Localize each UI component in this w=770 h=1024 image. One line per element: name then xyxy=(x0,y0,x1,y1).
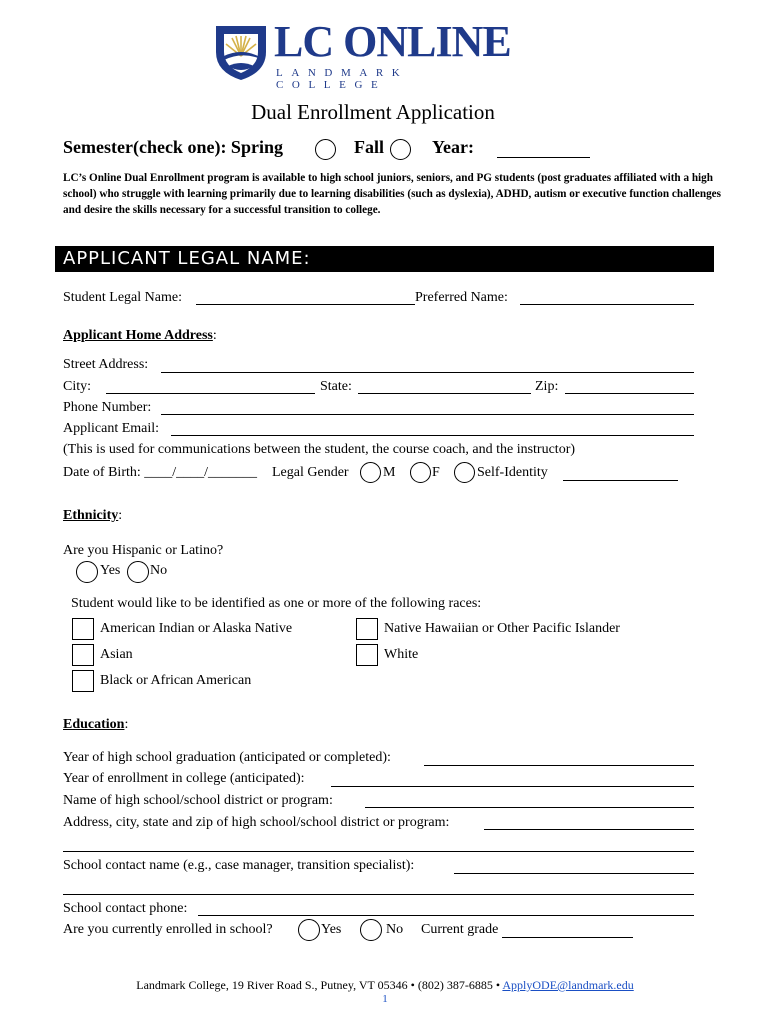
self-identity-label: Self-Identity xyxy=(477,465,548,480)
preferred-name-row xyxy=(415,290,508,306)
zip-row xyxy=(535,379,558,395)
contact-name-field[interactable] xyxy=(454,872,694,874)
shield-logo-icon xyxy=(214,22,268,82)
ethnicity-heading: Ethnicity xyxy=(63,508,119,523)
education-heading-row: Education: xyxy=(63,717,129,732)
page-number: 1 xyxy=(382,993,388,1005)
dob-field[interactable]: Date of Birth: ____/____/_______ xyxy=(63,465,258,480)
ethnicity-heading-row: Ethnicity: xyxy=(63,508,123,523)
dob-row xyxy=(63,465,257,481)
email-label: Applicant Email: xyxy=(63,421,160,436)
contact-name-label: School contact name (e.g., case manager, transition specialist): xyxy=(63,858,415,873)
race-american-indian-checkbox[interactable] xyxy=(72,618,94,640)
zip-field[interactable] xyxy=(565,392,694,394)
footer-address: Landmark College, 19 River Road S., Putney, VT 05346 • (802) 387-6885 • xyxy=(136,978,501,992)
spring-radio[interactable] xyxy=(315,139,336,160)
hispanic-no-label: No xyxy=(150,563,168,578)
school-name-label: Name of high school/school district or program: xyxy=(63,793,333,808)
enrolled-yes-radio[interactable] xyxy=(298,919,320,941)
education-heading: Education xyxy=(63,717,125,732)
zip-label: Zip: xyxy=(535,379,559,394)
hispanic-yes-radio[interactable] xyxy=(76,561,98,583)
hispanic-yes-label: Yes xyxy=(100,563,121,578)
race-native-hawaiian-checkbox[interactable] xyxy=(356,618,378,640)
school-address-field[interactable] xyxy=(484,828,694,830)
race-black-label: Black or African American xyxy=(100,673,252,688)
legal-name-banner xyxy=(55,246,714,272)
current-grade-label: Current grade xyxy=(421,922,499,937)
state-field[interactable] xyxy=(358,392,531,394)
semester-label: Semester(check one): Spring xyxy=(63,137,283,157)
footer xyxy=(0,978,770,993)
state-label: State: xyxy=(320,379,352,394)
enroll-year-field[interactable] xyxy=(331,785,694,787)
phone-label: Phone Number: xyxy=(63,400,152,415)
logo-main-text: LC ONLINE xyxy=(274,17,511,66)
enrolled-yes-label: Yes xyxy=(321,922,342,937)
enrolled-question: Are you currently enrolled in school? xyxy=(63,922,273,937)
gender-f-radio[interactable] xyxy=(410,462,431,483)
student-legal-name-label: Student Legal Name: xyxy=(63,290,182,305)
contact-phone-label: School contact phone: xyxy=(63,901,188,916)
email-field[interactable] xyxy=(171,434,694,436)
race-white-checkbox[interactable] xyxy=(356,644,378,666)
year-label: Year: xyxy=(432,137,474,157)
fall-label: Fall xyxy=(354,137,384,157)
races-prompt: Student would like to be identified as one or more of the following races: xyxy=(71,596,482,611)
phone-row xyxy=(63,400,151,416)
self-identity-field[interactable] xyxy=(563,479,678,481)
preferred-name-field[interactable] xyxy=(520,303,694,305)
street-row xyxy=(63,357,148,373)
logo-sub-text: LANDMARK COLLEGE xyxy=(276,67,409,91)
school-address-field-line2[interactable] xyxy=(63,850,694,852)
city-row xyxy=(63,379,91,395)
intro-text: LC’s Online Dual Enrollment program is available to high school juniors, seniors, and PG students (post graduates affiliated with a high school) who struggle with learning primarily due to learning disabilities (such as dyslexia), ADHD, autism or executive function challenges and desire the skills necessary for a successful transition to college. xyxy=(63,172,721,216)
footer-email-link[interactable]: ApplyODE@landmark.edu xyxy=(502,978,634,992)
hispanic-question: Are you Hispanic or Latino? xyxy=(63,543,224,558)
student-legal-name-field[interactable] xyxy=(196,303,415,305)
gender-f-label: F xyxy=(432,465,440,480)
email-row xyxy=(63,421,159,437)
school-address-label: Address, city, state and zip of high school/school district or program: xyxy=(63,815,450,830)
contact-phone-field[interactable] xyxy=(198,914,694,916)
city-field[interactable] xyxy=(106,392,315,394)
street-field[interactable] xyxy=(161,371,694,373)
phone-field[interactable] xyxy=(161,413,694,415)
race-white-label: White xyxy=(384,647,419,662)
gender-m-label: M xyxy=(383,465,396,480)
preferred-name-label: Preferred Name: xyxy=(415,290,508,305)
enrolled-no-radio[interactable] xyxy=(360,919,382,941)
race-american-indian-label: American Indian or Alaska Native xyxy=(100,621,293,636)
city-label: City: xyxy=(63,379,92,394)
fall-radio[interactable] xyxy=(390,139,411,160)
page-title: Dual Enrollment Application xyxy=(251,100,495,124)
gender-m-radio[interactable] xyxy=(360,462,381,483)
race-native-hawaiian-label: Native Hawaiian or Other Pacific Islander xyxy=(384,621,620,636)
school-name-field[interactable] xyxy=(365,806,694,808)
home-address-heading-row: Applicant Home Address: xyxy=(63,328,217,343)
enrolled-no-label: No xyxy=(386,922,404,937)
home-address-heading: Applicant Home Address xyxy=(63,328,213,343)
hispanic-no-radio[interactable] xyxy=(127,561,149,583)
current-grade-field[interactable] xyxy=(502,936,633,938)
logo xyxy=(214,17,524,91)
gender-self-identity-radio[interactable] xyxy=(454,462,475,483)
email-note: (This is used for communications between the student, the course coach, and the instructor) xyxy=(63,442,576,457)
grad-year-field[interactable] xyxy=(424,764,694,766)
contact-name-field-line2[interactable] xyxy=(63,893,694,895)
race-asian-label: Asian xyxy=(100,647,133,662)
student-legal-name-row xyxy=(63,290,182,306)
race-black-checkbox[interactable] xyxy=(72,670,94,692)
year-field[interactable] xyxy=(497,156,590,158)
enroll-year-label: Year of enrollment in college (anticipated): xyxy=(63,771,305,786)
state-row xyxy=(320,379,352,395)
legal-name-banner-title: APPLICANT LEGAL NAME: xyxy=(63,248,311,269)
legal-gender-label: Legal Gender xyxy=(272,465,349,480)
grad-year-label: Year of high school graduation (anticipated or completed): xyxy=(63,750,391,765)
street-label: Street Address: xyxy=(63,357,149,372)
race-asian-checkbox[interactable] xyxy=(72,644,94,666)
